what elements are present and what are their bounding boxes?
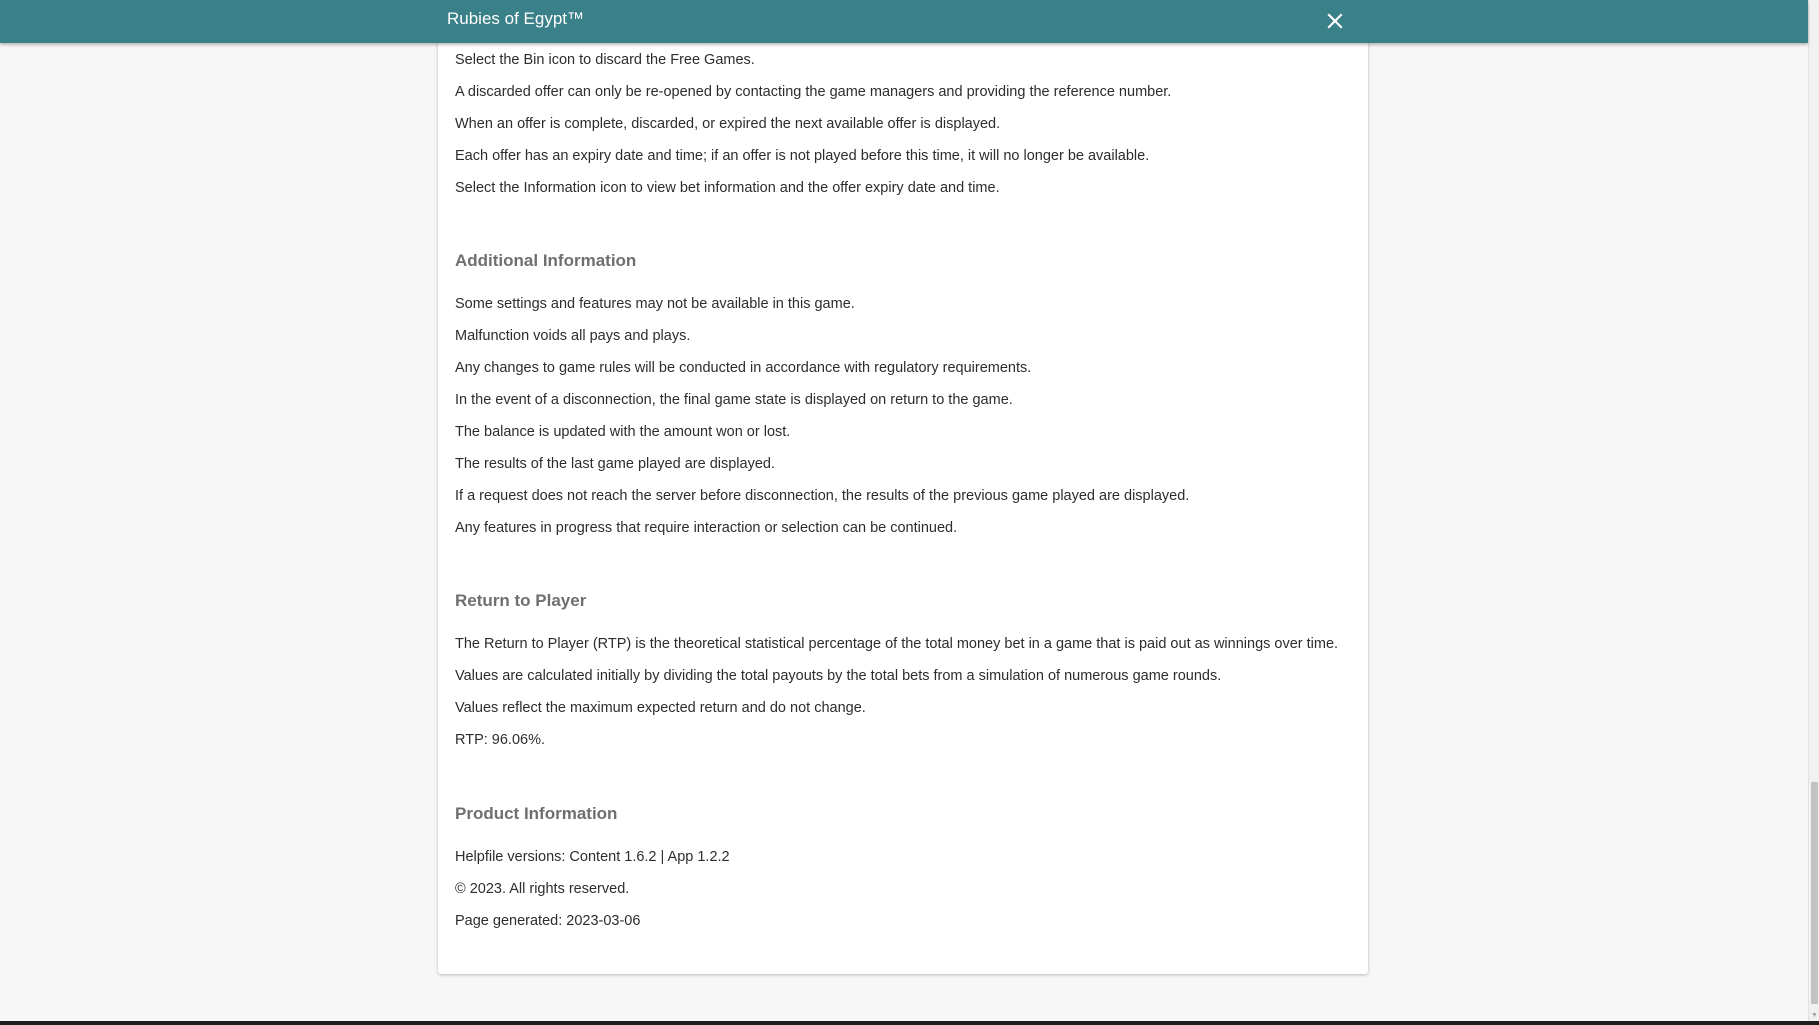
scroll-down-arrow-icon[interactable]: ▼ <box>1811 1012 1818 1019</box>
additional-information-line: In the event of a disconnection, the final game state is displayed on return to the game. <box>455 392 1013 408</box>
additional-information-line: Any features in progress that require interaction or selection can be continued. <box>455 520 958 536</box>
window-bottom-edge <box>0 1021 1819 1025</box>
section-title-return-to-player: Return to Player <box>455 591 587 610</box>
copyright-text: © 2023. All rights reserved. <box>455 881 630 897</box>
section-title-product-information: Product Information <box>455 804 618 823</box>
additional-information-line: Some settings and features may not be available in this game. <box>455 296 855 312</box>
free-games-line: A discarded offer can only be re-opened by contacting the game managers and providing the reference number. <box>455 84 1172 100</box>
free-games-line: Select the Information icon to view bet information and the offer expiry date and time. <box>455 180 1000 196</box>
return-to-player-line: Values are calculated initially by dividing the total payouts by the total bets from a simulation of numerous game rounds. <box>455 668 1222 684</box>
additional-information-line: Any changes to game rules will be conducted in accordance with regulatory requirements. <box>455 360 1032 376</box>
additional-information-line: Malfunction voids all pays and plays. <box>455 328 691 344</box>
rtp-value: RTP: 96.06%. <box>455 732 546 748</box>
page-generated-date: Page generated: 2023-03-06 <box>455 913 641 929</box>
return-to-player-line: The Return to Player (RTP) is the theoretical statistical percentage of the total money bet in a game that is paid out as winnings over time. <box>455 636 1339 652</box>
vertical-scrollbar[interactable] <box>1808 0 1819 1025</box>
dialog-header <box>0 0 1808 43</box>
additional-information-line: The results of the last game played are displayed. <box>455 456 775 472</box>
free-games-line: When an offer is complete, discarded, or expired the next available offer is displayed. <box>455 116 1001 132</box>
free-games-line: Each offer has an expiry date and time; if an offer is not played before this time, it will no longer be available. <box>455 148 1150 164</box>
close-button[interactable] <box>1320 6 1350 36</box>
free-games-line: Select the Bin icon to discard the Free Games. <box>455 52 755 68</box>
close-icon <box>1320 6 1350 36</box>
additional-information-line: The balance is updated with the amount won or lost. <box>455 424 791 440</box>
helpfile-versions: Helpfile versions: Content 1.6.2 | App 1.2.2 <box>455 849 730 865</box>
scrollbar-thumb[interactable] <box>1811 782 1818 1004</box>
additional-information-line: If a request does not reach the server before disconnection, the results of the previous game played are displayed. <box>455 488 1190 504</box>
section-title-additional-information: Additional Information <box>455 251 637 270</box>
return-to-player-line: Values reflect the maximum expected return and do not change. <box>455 700 866 716</box>
game-title: Rubies of Egypt™ <box>447 9 585 28</box>
